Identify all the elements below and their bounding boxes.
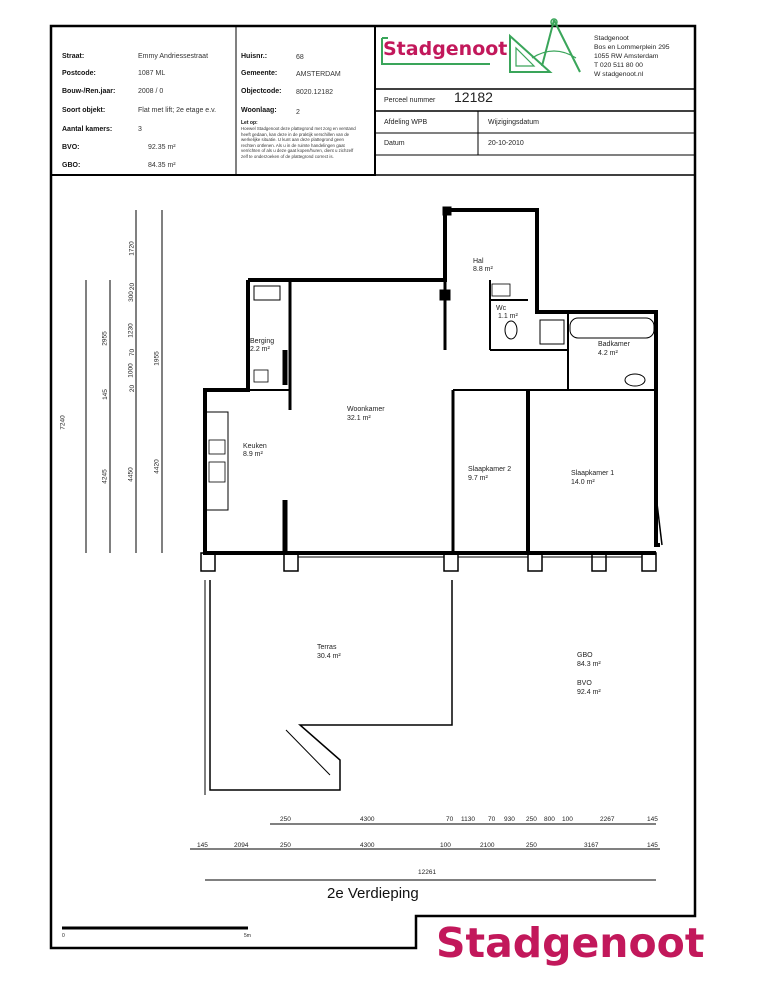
dim-vertical-8: 70: [129, 348, 137, 357]
dim-top-5: 930: [504, 816, 515, 823]
org-address-line1: Bos en Lommerplein 295: [594, 44, 670, 51]
summary-bvo-label: BVO: [577, 680, 592, 687]
room-wc: Wc: [496, 305, 507, 312]
dim-vertical-4: 1720: [128, 241, 136, 256]
room-woonkamer: Woonkamer: [347, 406, 385, 413]
dim-top-1: 4300: [360, 816, 375, 823]
afdeling-label: Afdeling WPB: [384, 119, 428, 126]
gbo-value: 84.35 m²: [148, 162, 176, 169]
street-label: Straat:: [62, 53, 85, 60]
header-logo-text: Stadgenoot: [383, 38, 508, 60]
object-type-value: Flat met lift; 2e etage e.v.: [138, 107, 217, 114]
dim-top-10: 145: [647, 816, 658, 823]
dim-mid-5: 2100: [480, 842, 495, 849]
dim-mid-7: 3167: [584, 842, 599, 849]
dim-mid-0: 145: [197, 842, 208, 849]
street-value: Emmy Andriessestraat: [138, 53, 209, 60]
room-hal: Hal: [473, 258, 484, 265]
org-address-line2: 1055 RW Amsterdam: [594, 53, 659, 60]
room-badkamer: Badkamer: [598, 341, 630, 348]
dim-vertical-1: 2955: [101, 331, 109, 346]
dim-mid-3: 4300: [360, 842, 375, 849]
dim-top-2: 70: [446, 816, 454, 823]
dim-top-4: 70: [488, 816, 496, 823]
object-type-label: Soort objekt:: [62, 107, 106, 114]
room-woonkamer-area: 32.1 m²: [347, 415, 371, 422]
dim-top-0: 250: [280, 816, 291, 823]
dim-vertical-3: 4245: [101, 469, 109, 484]
perceel-label: Perceel nummer: [384, 97, 436, 104]
dim-vertical-7: 1230: [127, 323, 135, 338]
dim-vertical-2: 145: [101, 389, 109, 400]
room-slaapkamer2: Slaapkamer 2: [468, 466, 512, 473]
org-phone: T 020 511 80 00: [594, 62, 643, 69]
house-number-label: Huisnr.:: [241, 53, 268, 60]
build-year-label: Bouw-/Ren.jaar:: [62, 88, 116, 95]
dim-top-6: 250: [526, 816, 537, 823]
object-code-label: Objectcode:: [241, 88, 282, 95]
dim-mid-8: 145: [647, 842, 658, 849]
room-slaapkamer1-area: 14.0 m²: [571, 479, 595, 486]
dim-vertical-6: 300: [127, 291, 135, 302]
scale-start: 0: [62, 933, 65, 939]
postcode-value: 1087 ML: [138, 70, 166, 77]
scale-end: 5m: [244, 933, 251, 939]
summary-bvo-area: 92.4 m²: [577, 689, 601, 696]
dim-top-3: 1130: [461, 816, 475, 823]
disclaimer-note: Hoewel Stadgenoot deze plattegrond met zorg en verstand heeft gedaan, kan deze in de praktijk verschillen van de werkelijke situatie. U kunt aan deze plattegrond geen rechten ontlenen. Als u in de ruimte handelingen gaat verrichten of als u deze gaat kopen/huren, dient u zichzelf zelf te onderzoeken of de plattegrond correct is.: [241, 126, 356, 159]
dim-vertical-0: 7240: [59, 415, 67, 430]
dim-top-9: 2267: [600, 816, 615, 823]
dim-vertical-10: 20: [129, 384, 137, 393]
summary-gbo-area: 84.3 m²: [577, 661, 601, 668]
room-berging-area: 2.2 m²: [250, 346, 270, 353]
dim-top-8: 100: [562, 816, 573, 823]
datum-value: 20-10-2010: [488, 140, 524, 147]
room-keuken: Keuken: [243, 443, 267, 450]
dim-vertical-12: 1955: [153, 351, 161, 366]
room-badkamer-area: 4.2 m²: [598, 350, 618, 357]
room-keuken-area: 8.9 m²: [243, 451, 263, 458]
floor-label: Woonlaag:: [241, 107, 277, 114]
dim-top-7: 800: [544, 816, 555, 823]
floor-value: 2: [296, 109, 300, 116]
house-number-value: 68: [296, 54, 304, 61]
dim-mid-6: 250: [526, 842, 537, 849]
room-berging: Berging: [250, 338, 275, 345]
room-terras-area: 30.4 m²: [317, 653, 341, 660]
datum-label: Datum: [384, 140, 405, 147]
dim-mid-2: 250: [280, 842, 291, 849]
wijziging-label: Wijzigingsdatum: [488, 119, 539, 126]
build-year-value: 2008 / 0: [138, 88, 164, 95]
postcode-label: Postcode:: [62, 70, 96, 77]
floor-title: 2e Verdieping: [327, 885, 419, 902]
note-title: Let op:: [241, 120, 258, 126]
bvo-label: BVO:: [62, 144, 80, 151]
dim-total: 12261: [418, 869, 437, 876]
room-terras: Terras: [317, 644, 337, 651]
dim-vertical-5: 20: [129, 282, 137, 291]
footer-logo-text: Stadgenoot: [436, 919, 705, 967]
municipality-value: AMSTERDAM: [296, 71, 341, 78]
rooms-label: Aantal kamers:: [62, 126, 113, 133]
room-hal-area: 8.8 m²: [473, 266, 493, 273]
dim-vertical-11: 4450: [127, 467, 135, 482]
org-name: Stadgenoot: [594, 35, 629, 42]
dim-mid-1: 2094: [234, 842, 249, 849]
municipality-label: Gemeente:: [241, 70, 278, 77]
perceel-value: 12182: [454, 89, 493, 105]
room-wc-area: 1.1 m²: [498, 313, 518, 320]
object-code-value: 8020.12182: [296, 89, 333, 96]
dim-vertical-13: 4420: [153, 459, 161, 474]
room-slaapkamer1: Slaapkamer 1: [571, 470, 615, 477]
rooms-value: 3: [138, 126, 142, 133]
room-slaapkamer2-area: 9.7 m²: [468, 475, 488, 482]
gbo-label: GBO:: [62, 162, 81, 169]
dim-mid-4: 100: [440, 842, 451, 849]
dim-vertical-9: 1000: [127, 363, 135, 378]
bvo-value: 92.35 m²: [148, 144, 176, 151]
summary-gbo-label: GBO: [577, 652, 593, 659]
org-web: W stadgenoot.nl: [594, 71, 644, 78]
